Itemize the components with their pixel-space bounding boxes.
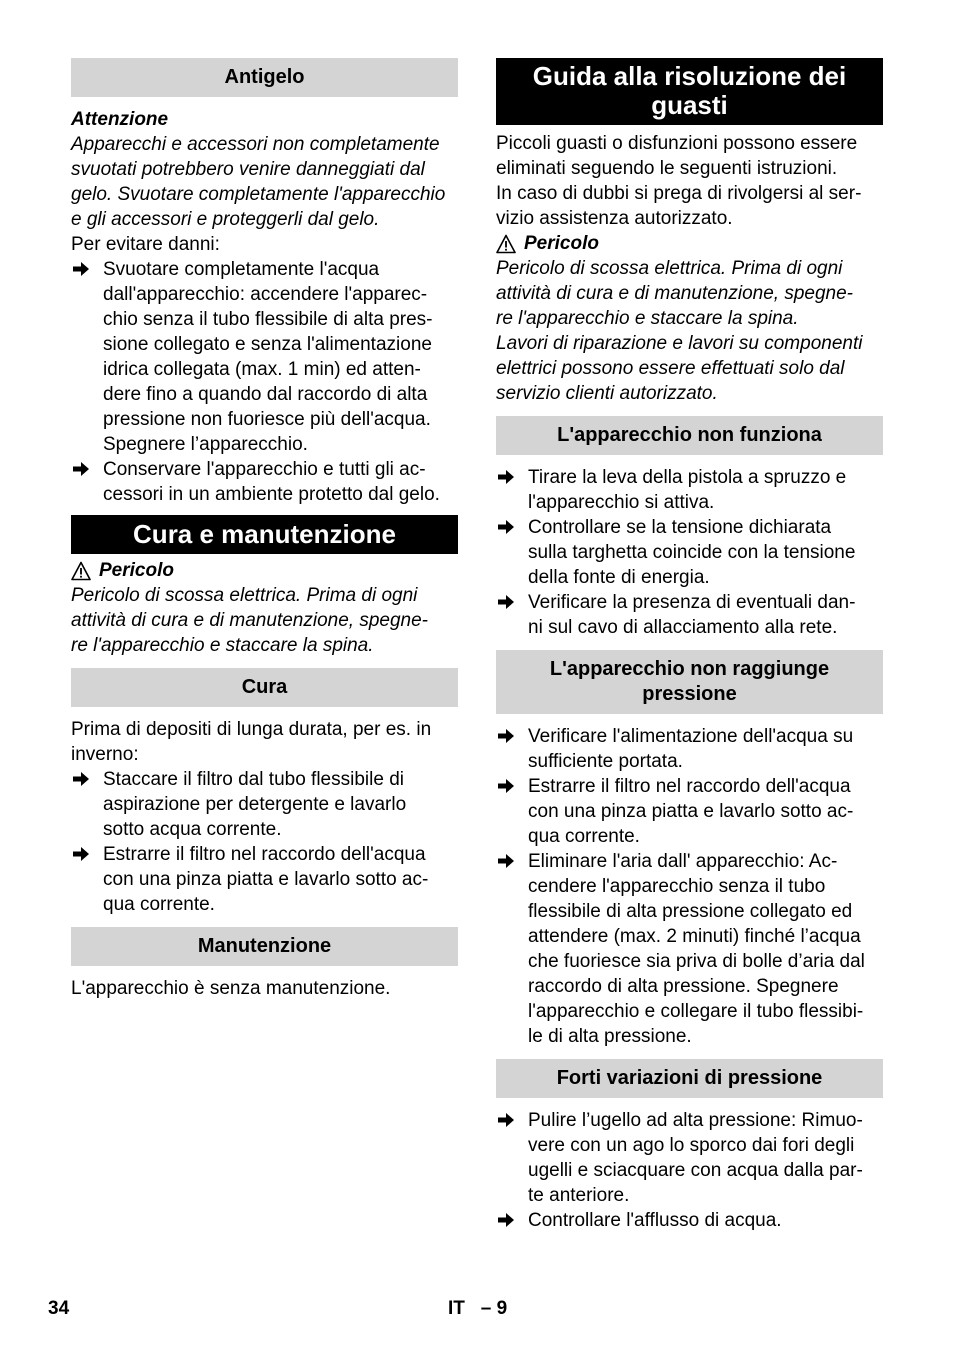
bullet-line: dere fino a quando dal raccordo di alta: [103, 384, 428, 405]
arrow-right-icon: [498, 465, 518, 490]
arrow-right-icon: [498, 590, 518, 615]
arrow-right-icon: [73, 457, 93, 482]
danger-line: Pericolo di scossa elettrica. Prima di ogni: [71, 585, 418, 606]
bullet-line: con una pinza piatta e lavarlo sotto ac-: [103, 869, 429, 890]
arrow-right-icon: [73, 257, 93, 282]
bullet-item: [496, 465, 883, 515]
variazioni-heading: Forti variazioni di pressione: [496, 1059, 883, 1098]
bullet-line: raccordo di alta pressione. Spegnere: [528, 976, 839, 997]
bullet-line: vere con un ago lo sporco dai fori degli: [528, 1135, 855, 1156]
bullet-line: con una pinza piatta e lavarlo sotto ac-: [528, 801, 854, 822]
arrow-right-icon: [73, 842, 93, 867]
bullet-line: Estrarre il filtro nel raccordo dell'acqua: [528, 776, 851, 797]
arrow-right-icon: [498, 774, 518, 799]
bullet-line: Controllare se la tensione dichiarata: [528, 517, 832, 538]
bullet-line: Controllare l'afflusso di acqua.: [528, 1210, 782, 1231]
arrow-right-icon: [498, 724, 518, 749]
bullet-line: cendere l'apparecchio senza il tubo: [528, 876, 826, 897]
bullet-line: ugelli e sciacquare con acqua dalla par-: [528, 1160, 863, 1181]
manutenzione-heading: Manutenzione: [71, 927, 458, 966]
antigelo-intro: Per evitare danni:: [71, 234, 220, 255]
guida-heading: [496, 58, 883, 125]
bullet-line: Svuotare completamente l'acqua: [103, 259, 380, 280]
danger-line: elettrici possono essere effettuati solo dal: [496, 358, 845, 379]
bullet-item: [496, 849, 883, 1049]
manutenzione-text: L'apparecchio è senza manutenzione.: [71, 978, 391, 999]
danger-line: attività di cura e di manutenzione, spegne-: [496, 283, 853, 304]
bullet-line: ni sul cavo di allacciamento alla rete.: [528, 617, 838, 638]
heading-line: L'apparecchio non raggiunge: [549, 658, 830, 680]
warning-triangle-icon: [496, 234, 516, 254]
guida-intro: In caso di dubbi si prega di rivolgersi al ser-: [496, 183, 862, 204]
arrow-right-icon: [498, 849, 518, 874]
attention-line: gelo. Svuotare completamente l'apparecchio: [71, 184, 446, 205]
cura-intro: inverno:: [71, 744, 139, 765]
bullet-line: Conservare l'apparecchio e tutti gli ac-: [103, 459, 426, 480]
bullet-line: flessibile di alta pressione collegato ed: [528, 901, 853, 922]
non-funziona-heading: L'apparecchio non funziona: [496, 416, 883, 455]
bullet-line: pressione non fuoriesce più dell'acqua.: [103, 409, 431, 430]
bullet-line: Eliminare l'aria dall' apparecchio: Ac-: [528, 851, 838, 872]
bullet-line: Estrarre il filtro nel raccordo dell'acqua: [103, 844, 426, 865]
footer-language-page: IT – 9: [448, 1298, 508, 1319]
right-column: [496, 58, 883, 1233]
arrow-right-icon: [498, 1108, 518, 1133]
danger-line: re l'apparecchio e staccare la spina.: [71, 635, 374, 656]
bullet-line: Spegnere l’apparecchio.: [103, 434, 308, 455]
bullet-line: sione collegato e senza l'alimentazione: [103, 334, 432, 355]
bullet-item: [496, 1108, 883, 1208]
bullet-line: l'apparecchio si attiva.: [528, 492, 715, 513]
arrow-right-icon: [73, 767, 93, 792]
bullet-item: [71, 257, 458, 457]
bullet-line: l'apparecchio e collegare il tubo flessibi-: [528, 1001, 864, 1022]
arrow-right-icon: [498, 1208, 518, 1233]
left-column: [71, 58, 458, 1001]
bullet-line: cessori in un ambiente protetto dal gelo.: [103, 484, 440, 505]
bullet-line: Pulire l’ugello ad alta pressione: Rimuo-: [528, 1110, 863, 1131]
bullet-line: sufficiente portata.: [528, 751, 683, 772]
guida-intro: eliminati seguendo le seguenti istruzioni.: [496, 158, 838, 179]
attention-line: svuotati potrebbero venire danneggiati dal: [71, 159, 425, 180]
danger-row: [71, 558, 458, 583]
bullet-line: Verificare l'alimentazione dell'acqua su: [528, 726, 854, 747]
bullet-line: aspirazione per detergente e lavarlo: [103, 794, 407, 815]
bullet-line: Tirare la leva della pistola a spruzzo e: [528, 467, 847, 488]
warning-triangle-icon: [71, 561, 91, 581]
bullet-item: [496, 774, 883, 849]
arrow-right-icon: [498, 515, 518, 540]
guida-heading-line: guasti: [651, 90, 728, 120]
attention-line: Apparecchi e accessori non completamente: [71, 134, 440, 155]
page-number: 34: [48, 1298, 70, 1319]
bullet-item: [496, 1208, 883, 1233]
danger-line: servizio clienti autorizzato.: [496, 383, 718, 404]
heading-line: pressione: [642, 683, 737, 705]
danger-label: Pericolo: [524, 233, 599, 254]
bullet-line: le di alta pressione.: [528, 1026, 692, 1047]
bullet-line: che fuoriesce sia priva di bolle d’aria dal: [528, 951, 865, 972]
bullet-line: dall'apparecchio: accendere l'apparec-: [103, 284, 428, 305]
danger-line: Lavori di riparazione e lavori su componenti: [496, 333, 863, 354]
guida-heading-line: Guida alla risoluzione dei: [532, 61, 847, 91]
cura-heading: Cura: [71, 668, 458, 707]
non-pressione-heading: [496, 650, 883, 714]
bullet-line: della fonte di energia.: [528, 567, 710, 588]
cura-manutenzione-heading: Cura e manutenzione: [71, 515, 458, 554]
bullet-line: idrica collegata (max. 1 min) ed atten-: [103, 359, 421, 380]
danger-row: [496, 231, 883, 256]
bullet-line: te anteriore.: [528, 1185, 630, 1206]
cura-intro: Prima di depositi di lunga durata, per es. in: [71, 719, 432, 740]
attention-label: Attenzione: [71, 109, 169, 130]
bullet-item: [71, 767, 458, 842]
bullet-item: [496, 515, 883, 590]
danger-line: re l'apparecchio e staccare la spina.: [496, 308, 799, 329]
bullet-line: qua corrente.: [103, 894, 215, 915]
bullet-line: attendere (max. 2 minuti) finché l’acqua: [528, 926, 861, 947]
guida-intro: vizio assistenza autorizzato.: [496, 208, 733, 229]
bullet-line: Staccare il filtro dal tubo flessibile di: [103, 769, 404, 790]
danger-line: attività di cura e di manutenzione, spegne-: [71, 610, 428, 631]
bullet-line: sotto acqua corrente.: [103, 819, 282, 840]
antigelo-heading: Antigelo: [71, 58, 458, 97]
bullet-line: Verificare la presenza di eventuali dan-: [528, 592, 856, 613]
guida-intro: Piccoli guasti o disfunzioni possono essere: [496, 133, 858, 154]
bullet-item: [71, 457, 458, 507]
bullet-item: [496, 724, 883, 774]
bullet-item: [496, 590, 883, 640]
bullet-line: chio senza il tubo flessibile di alta pres-: [103, 309, 433, 330]
bullet-line: qua corrente.: [528, 826, 640, 847]
danger-line: Pericolo di scossa elettrica. Prima di ogni: [496, 258, 843, 279]
bullet-item: [71, 842, 458, 917]
bullet-line: sulla targhetta coincide con la tensione: [528, 542, 856, 563]
danger-label: Pericolo: [99, 560, 174, 581]
attention-line: e gli accessori e proteggerli dal gelo.: [71, 209, 380, 230]
